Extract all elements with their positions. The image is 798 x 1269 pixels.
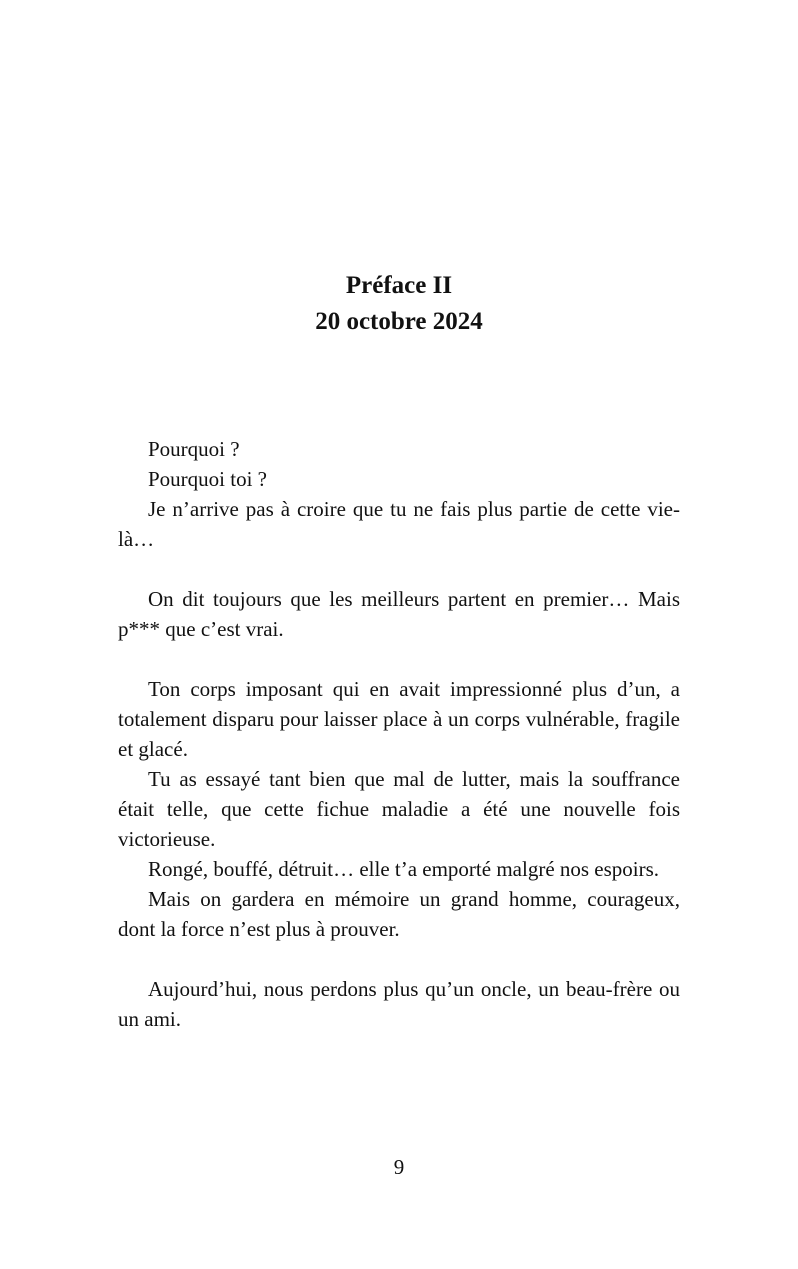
paragraph: Tu as essayé tant bien que mal de lutter, mais la souffrance était telle, que cette fichue maladie a été une nouvelle fois victorieuse. <box>118 767 680 851</box>
paragraph: Aujourd’hui, nous perdons plus qu’un oncle, un beau-frère ou un ami. <box>118 977 680 1031</box>
page-number: 9 <box>393 1155 405 1179</box>
chapter-title: Préface II <box>345 272 453 299</box>
paragraph: On dit toujours que les meilleurs partent en premier… Mais p*** que c’est vrai. <box>118 587 680 641</box>
paragraph-gap <box>118 644 680 674</box>
paragraph: Je n’arrive pas à croire que tu ne fais plus partie de cette vie-là… <box>118 497 680 551</box>
paragraph: Rongé, bouffé, détruit… elle t’a emporté malgré nos espoirs. <box>148 857 660 881</box>
chapter-date: 20 octobre 2024 <box>315 308 483 335</box>
paragraph: Ton corps imposant qui en avait impressionné plus d’un, a totalement disparu pour laisser place à un corps vulnérable, fragile et glacé. <box>118 677 680 761</box>
paragraph: Mais on gardera en mémoire un grand homme, courageux, dont la force n’est plus à prouver. <box>118 887 680 941</box>
chapter-heading <box>0 268 798 340</box>
body-text <box>118 434 680 1034</box>
paragraph: Pourquoi ? <box>148 437 240 461</box>
paragraph: Pourquoi toi ? <box>148 467 267 491</box>
paragraph-gap <box>118 944 680 974</box>
paragraph-gap <box>118 554 680 584</box>
